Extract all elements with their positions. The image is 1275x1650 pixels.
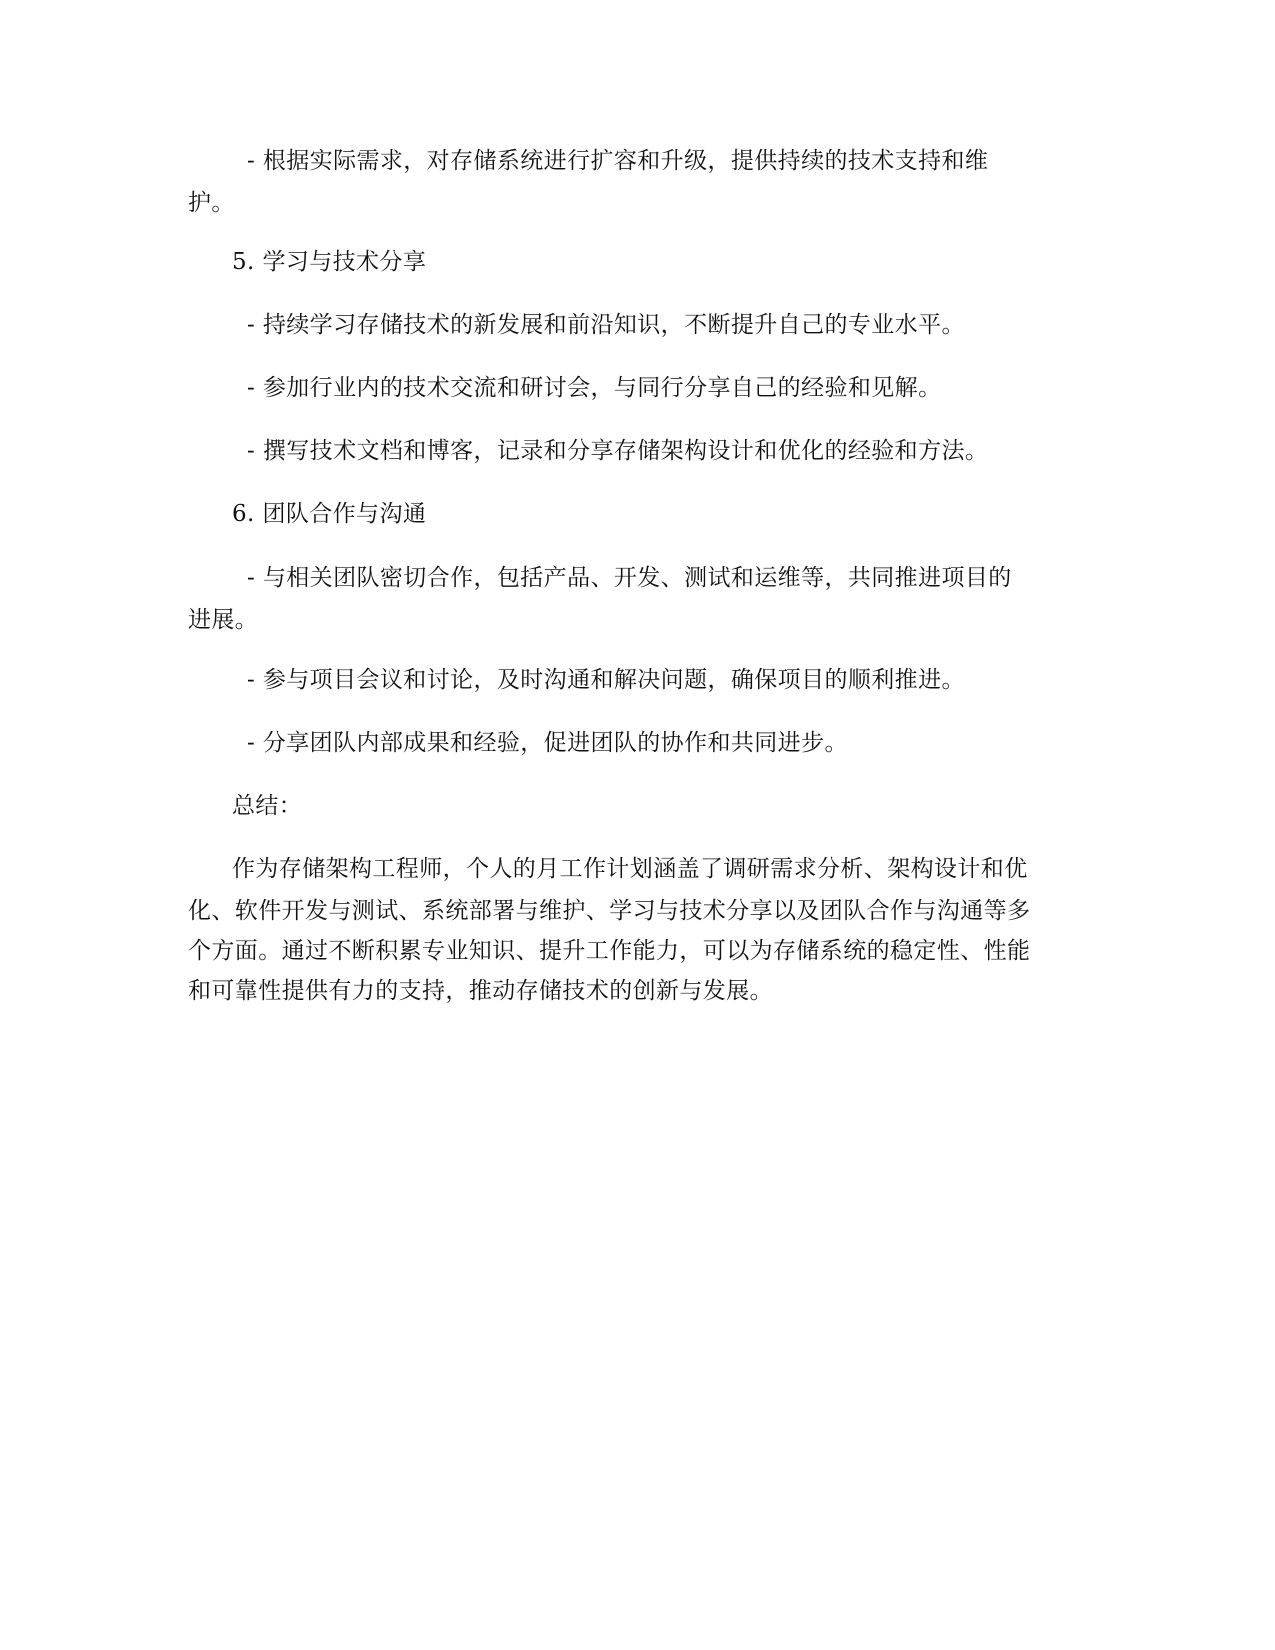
- section5-bullet-1: - 持续学习存储技术的新发展和前沿知识，不断提升自己的专业水平。: [247, 312, 965, 338]
- section6-bullet-1-line2: 进展。: [188, 607, 259, 633]
- section6-bullet-2: - 参与项目会议和讨论，及时沟通和解决问题，确保项目的顺利推进。: [247, 667, 965, 693]
- section4-bullet-line1: - 根据实际需求，对存储系统进行扩容和升级，提供持续的技术支持和维: [247, 148, 989, 174]
- summary-line-3: 个方面。通过不断积累专业知识、提升工作能力，可以为存储系统的稳定性、性能: [188, 938, 1031, 964]
- section5-heading: 5. 学习与技术分享: [232, 249, 427, 275]
- summary-heading: 总结：: [232, 793, 303, 819]
- section4-bullet-line2: 护。: [188, 190, 235, 216]
- section6-heading: 6. 团队合作与沟通: [232, 501, 427, 527]
- summary-line-2: 化、软件开发与测试、系统部署与维护、学习与技术分享以及团队合作与沟通等多: [188, 898, 1031, 924]
- section6-bullet-3: - 分享团队内部成果和经验，促进团队的协作和共同进步。: [247, 730, 848, 756]
- summary-line-4: 和可靠性提供有力的支持，推动存储技术的创新与发展。: [188, 978, 773, 1004]
- section5-bullet-3: - 撰写技术文档和博客，记录和分享存储架构设计和优化的经验和方法。: [247, 438, 989, 464]
- section5-bullet-2: - 参加行业内的技术交流和研讨会，与同行分享自己的经验和见解。: [247, 375, 942, 401]
- summary-line-1: 作为存储架构工程师，个人的月工作计划涵盖了调研需求分析、架构设计和优: [232, 856, 1028, 882]
- section6-bullet-1-line1: - 与相关团队密切合作，包括产品、开发、测试和运维等，共同推进项目的: [247, 565, 1012, 591]
